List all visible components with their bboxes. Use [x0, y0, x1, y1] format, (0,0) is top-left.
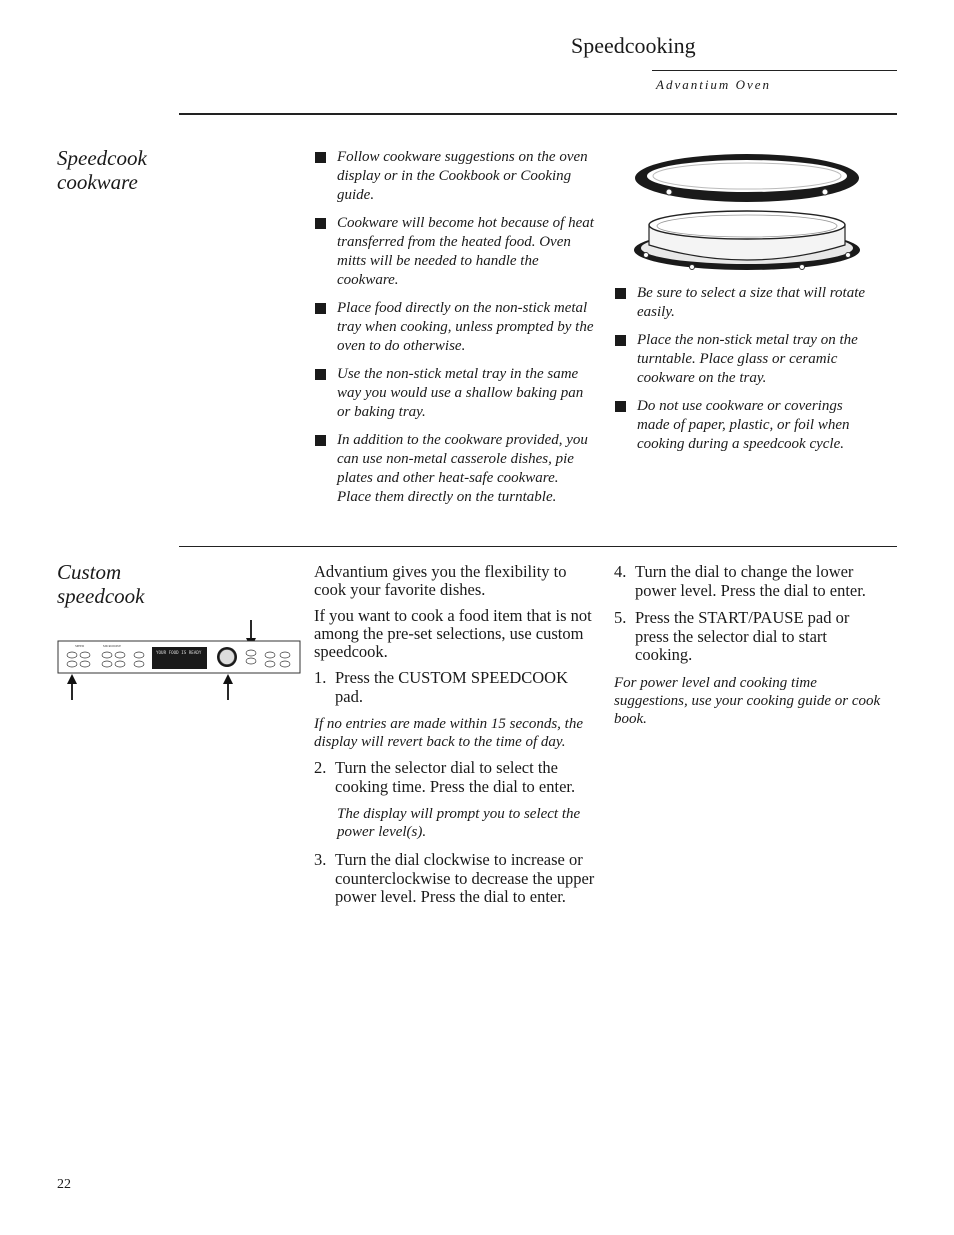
list-item: Be sure to select a size that will rotate easily.	[614, 284, 876, 322]
step-item: 5. Press the START/PAUSE pad or press the selector dial to start cooking.	[614, 608, 850, 664]
bullet-square-icon	[615, 335, 626, 346]
list-item: Do not use cookware or coverings made of paper, plastic, or foil when cooking during a speedcook cycle.	[614, 397, 876, 454]
svg-text:MICROWAVE: MICROWAVE	[103, 644, 122, 648]
list-item: Place the non-stick metal tray on the turntable. Place glass or ceramic cookware on the tray.	[614, 331, 876, 388]
step-item: 4. Turn the dial to change the lower power level. Press the dial to enter.	[614, 562, 866, 600]
bullet-square-icon	[315, 435, 326, 446]
list-item: Cookware will become hot because of heat transferred from the heated food. Oven mitts will be needed to handle the cookware.	[314, 214, 594, 290]
custom-column-middle	[314, 563, 599, 916]
intro-paragraph: If you want to cook a food item that is not among the pre-set selections, use custom speedcook.	[314, 606, 592, 661]
bullet-square-icon	[315, 303, 326, 314]
section-title-custom: Custom speedcook	[57, 560, 145, 608]
section-divider-top	[179, 113, 897, 115]
page-number: 22	[57, 1177, 71, 1192]
panel-display-text: YOUR FOOD IS READY	[156, 650, 202, 655]
bullet-square-icon	[315, 369, 326, 380]
step-note: If no entries are made within 15 seconds, the display will revert back to the time of day.	[314, 716, 583, 750]
list-item: Use the non-stick metal tray in the same way you would use a shallow baking pan or baking tray.	[314, 365, 594, 422]
intro-paragraph: Advantium gives you the flexibility to cook your favorite dishes.	[314, 562, 567, 599]
turntable-tray-illustration	[632, 150, 862, 275]
custom-column-right	[614, 563, 884, 736]
step-item: 2. Turn the selector dial to select the cooking time. Press the dial to enter.	[314, 758, 576, 796]
step-item: 3. Turn the dial clockwise to increase or counterclockwise to decrease the upper power level. Press the dial to enter.	[314, 850, 595, 906]
cookware-bullets-left	[314, 148, 594, 516]
page-header-subtitle: Advantium Oven	[656, 77, 772, 92]
list-item: Follow cookware suggestions on the oven display or in the Cookbook or Cooking guide.	[314, 148, 594, 205]
section-title-cookware: Speedcook cookware	[57, 146, 147, 194]
svg-text:SPEED: SPEED	[75, 644, 85, 648]
list-item: In addition to the cookware provided, you can use non-metal casserole dishes, pie plates and other heat-safe cookware. Place them directly on the turntable.	[314, 431, 594, 507]
list-item: Place food directly on the non-stick metal tray when cooking, unless prompted by the oven to do otherwise.	[314, 299, 594, 356]
step-item: 1. Press the CUSTOM SPEEDCOOK pad.	[314, 668, 569, 706]
page-header-title: Speedcooking	[571, 33, 696, 58]
bullet-square-icon	[315, 152, 326, 163]
bullet-square-icon	[315, 218, 326, 229]
cookware-bullets-right	[614, 284, 876, 463]
bullet-square-icon	[615, 288, 626, 299]
step-note: For power level and cooking time suggestions, use your cooking guide or cook book.	[614, 674, 881, 727]
header-rule	[652, 70, 897, 71]
step-note: The display will prompt you to select the power level(s).	[337, 806, 581, 840]
control-panel-illustration	[57, 618, 302, 703]
section-divider-middle	[179, 546, 897, 547]
bullet-square-icon	[615, 401, 626, 412]
